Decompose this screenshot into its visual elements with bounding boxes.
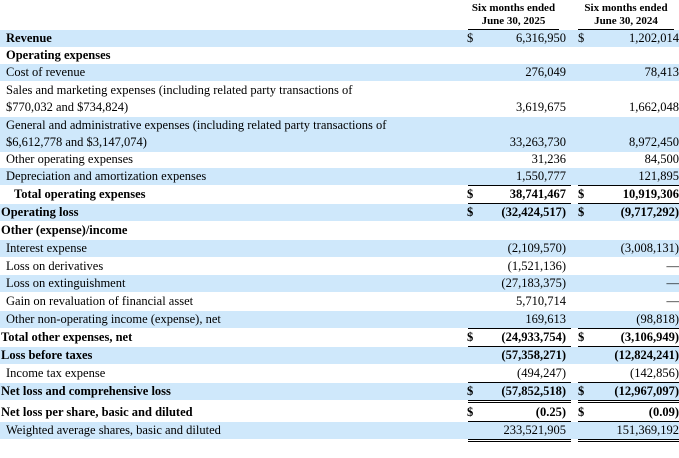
- value-2025: (1,521,136): [507, 259, 566, 273]
- column-header-line: Six months ended: [584, 2, 668, 14]
- value-2024: 151,369,192: [616, 423, 679, 437]
- row-label: Total operating expenses: [14, 187, 146, 201]
- currency-symbol: $: [467, 31, 474, 45]
- currency-symbol: $: [467, 405, 474, 419]
- value-2025: 169,613: [525, 312, 566, 326]
- row-other-expense-header: [0, 222, 679, 239]
- value-2025: (0.25): [535, 405, 566, 419]
- value-2024: 121,895: [638, 169, 679, 183]
- row-net-loss-per-share: [0, 404, 679, 421]
- row-label: General and administrative expenses (including related party transactions of: [6, 118, 387, 132]
- column-header-line: Six months ended: [471, 2, 556, 14]
- row-revenue: [0, 30, 679, 47]
- value-2024: (3,106,949): [620, 330, 679, 344]
- currency-symbol: $: [467, 330, 474, 344]
- value-2025: 38,741,467: [509, 187, 566, 201]
- currency-symbol: $: [578, 187, 585, 201]
- value-2024: 1,662,048: [629, 100, 679, 114]
- section-heading: Operating expenses: [6, 48, 111, 62]
- value-2024: 1,202,014: [629, 31, 679, 45]
- row-cost-of-revenue: [0, 64, 679, 81]
- row-loss-on-extinguishment: [0, 275, 679, 292]
- row-label: Sales and marketing expenses (including related party transactions of: [6, 83, 353, 97]
- value-2025: 5,710,714: [516, 294, 566, 308]
- value-2025: (32,424,517): [501, 205, 566, 219]
- value-2025: (494,247): [517, 366, 566, 380]
- row-label: Loss before taxes: [1, 348, 93, 362]
- currency-symbol: $: [578, 330, 585, 344]
- value-2024: (98,818): [636, 312, 679, 326]
- value-2025: (2,109,570): [507, 241, 566, 255]
- row-sales-marketing: [0, 82, 679, 117]
- value-2024: 84,500: [644, 152, 679, 166]
- value-2024: —: [666, 276, 679, 290]
- value-2025: 276,049: [525, 65, 566, 79]
- row-label: Weighted average shares, basic and diluted: [6, 423, 221, 437]
- row-loss-on-derivatives: [0, 258, 679, 275]
- total-double-rule: [578, 400, 679, 401]
- row-other-operating-expenses: [0, 151, 679, 168]
- currency-symbol: $: [578, 31, 585, 45]
- column-header-2025: [468, 2, 559, 30]
- column-header-line: June 30, 2024: [594, 15, 658, 27]
- row-label: Loss on derivatives: [6, 259, 104, 273]
- value-2025: 233,521,905: [503, 423, 566, 437]
- value-2024: (12,967,097): [614, 384, 679, 398]
- value-2024: 10,919,306: [622, 187, 679, 201]
- value-2025: 3,619,675: [516, 100, 566, 114]
- row-depreciation: [0, 168, 679, 185]
- value-2025: (57,852,518): [501, 384, 566, 398]
- currency-symbol: $: [467, 205, 474, 219]
- row-label: Net loss and comprehensive loss: [1, 384, 171, 398]
- value-2025: 6,316,950: [516, 31, 566, 45]
- section-heading: Other (expense)/income: [1, 223, 128, 237]
- value-2025: (24,933,754): [501, 330, 566, 344]
- row-label: Net loss per share, basic and diluted: [1, 405, 193, 419]
- row-label: Gain on revaluation of financial asset: [6, 294, 194, 308]
- row-income-tax-expense: [0, 365, 679, 382]
- value-2024: 8,972,450: [629, 135, 679, 149]
- row-loss-before-taxes: [0, 347, 679, 364]
- row-operating-expenses-header: [0, 47, 679, 64]
- row-total-other-expenses: [0, 329, 679, 346]
- row-label: Interest expense: [6, 241, 87, 255]
- row-label: Operating loss: [1, 205, 79, 219]
- currency-symbol: $: [578, 405, 585, 419]
- total-double-rule: [578, 439, 679, 440]
- total-double-rule: [578, 441, 679, 442]
- value-2024: (9,717,292): [620, 205, 679, 219]
- row-label: Loss on extinguishment: [6, 276, 126, 290]
- value-2024: (0.09): [648, 405, 679, 419]
- row-label: Cost of revenue: [6, 65, 86, 79]
- value-2024: —: [666, 294, 679, 308]
- column-header-2024: [578, 2, 674, 30]
- row-total-operating-expenses: [0, 186, 679, 203]
- row-label: Income tax expense: [6, 366, 106, 380]
- row-label: Other non-operating income (expense), net: [6, 312, 221, 326]
- currency-symbol: $: [578, 205, 585, 219]
- row-label: $770,032 and $734,824): [6, 100, 129, 114]
- row-weighted-average-shares: [0, 422, 679, 439]
- row-operating-loss: [0, 204, 679, 221]
- value-2024: (12,824,241): [614, 348, 679, 362]
- value-2024: (3,008,131): [620, 241, 679, 255]
- value-2024: 78,413: [644, 65, 679, 79]
- row-label: Total other expenses, net: [1, 330, 133, 344]
- value-2024: —: [666, 259, 679, 273]
- value-2025: (57,358,271): [501, 348, 566, 362]
- row-net-loss: [0, 383, 679, 400]
- value-2025: (27,183,375): [501, 276, 566, 290]
- row-gain-on-revaluation: [0, 293, 679, 310]
- total-double-rule: [468, 400, 571, 401]
- total-double-rule: [468, 441, 571, 442]
- currency-symbol: $: [467, 187, 474, 201]
- value-2025: 31,236: [531, 152, 566, 166]
- row-other-non-operating: [0, 311, 679, 328]
- total-double-rule: [468, 402, 571, 403]
- value-2025: 33,263,730: [509, 135, 566, 149]
- total-double-rule: [578, 402, 679, 403]
- row-label: Depreciation and amortization expenses: [6, 169, 207, 183]
- value-2025: 1,550,777: [516, 169, 566, 183]
- total-double-rule: [468, 439, 571, 440]
- currency-symbol: $: [578, 384, 585, 398]
- row-label: Other operating expenses: [6, 152, 134, 166]
- value-2024: (142,856): [630, 366, 679, 380]
- column-header-line: June 30, 2025: [481, 15, 546, 27]
- row-label: $6,612,778 and $3,147,074): [6, 135, 147, 149]
- row-interest-expense: [0, 240, 679, 257]
- currency-symbol: $: [467, 384, 474, 398]
- row-general-administrative: [0, 117, 679, 152]
- row-label: Revenue: [6, 31, 52, 45]
